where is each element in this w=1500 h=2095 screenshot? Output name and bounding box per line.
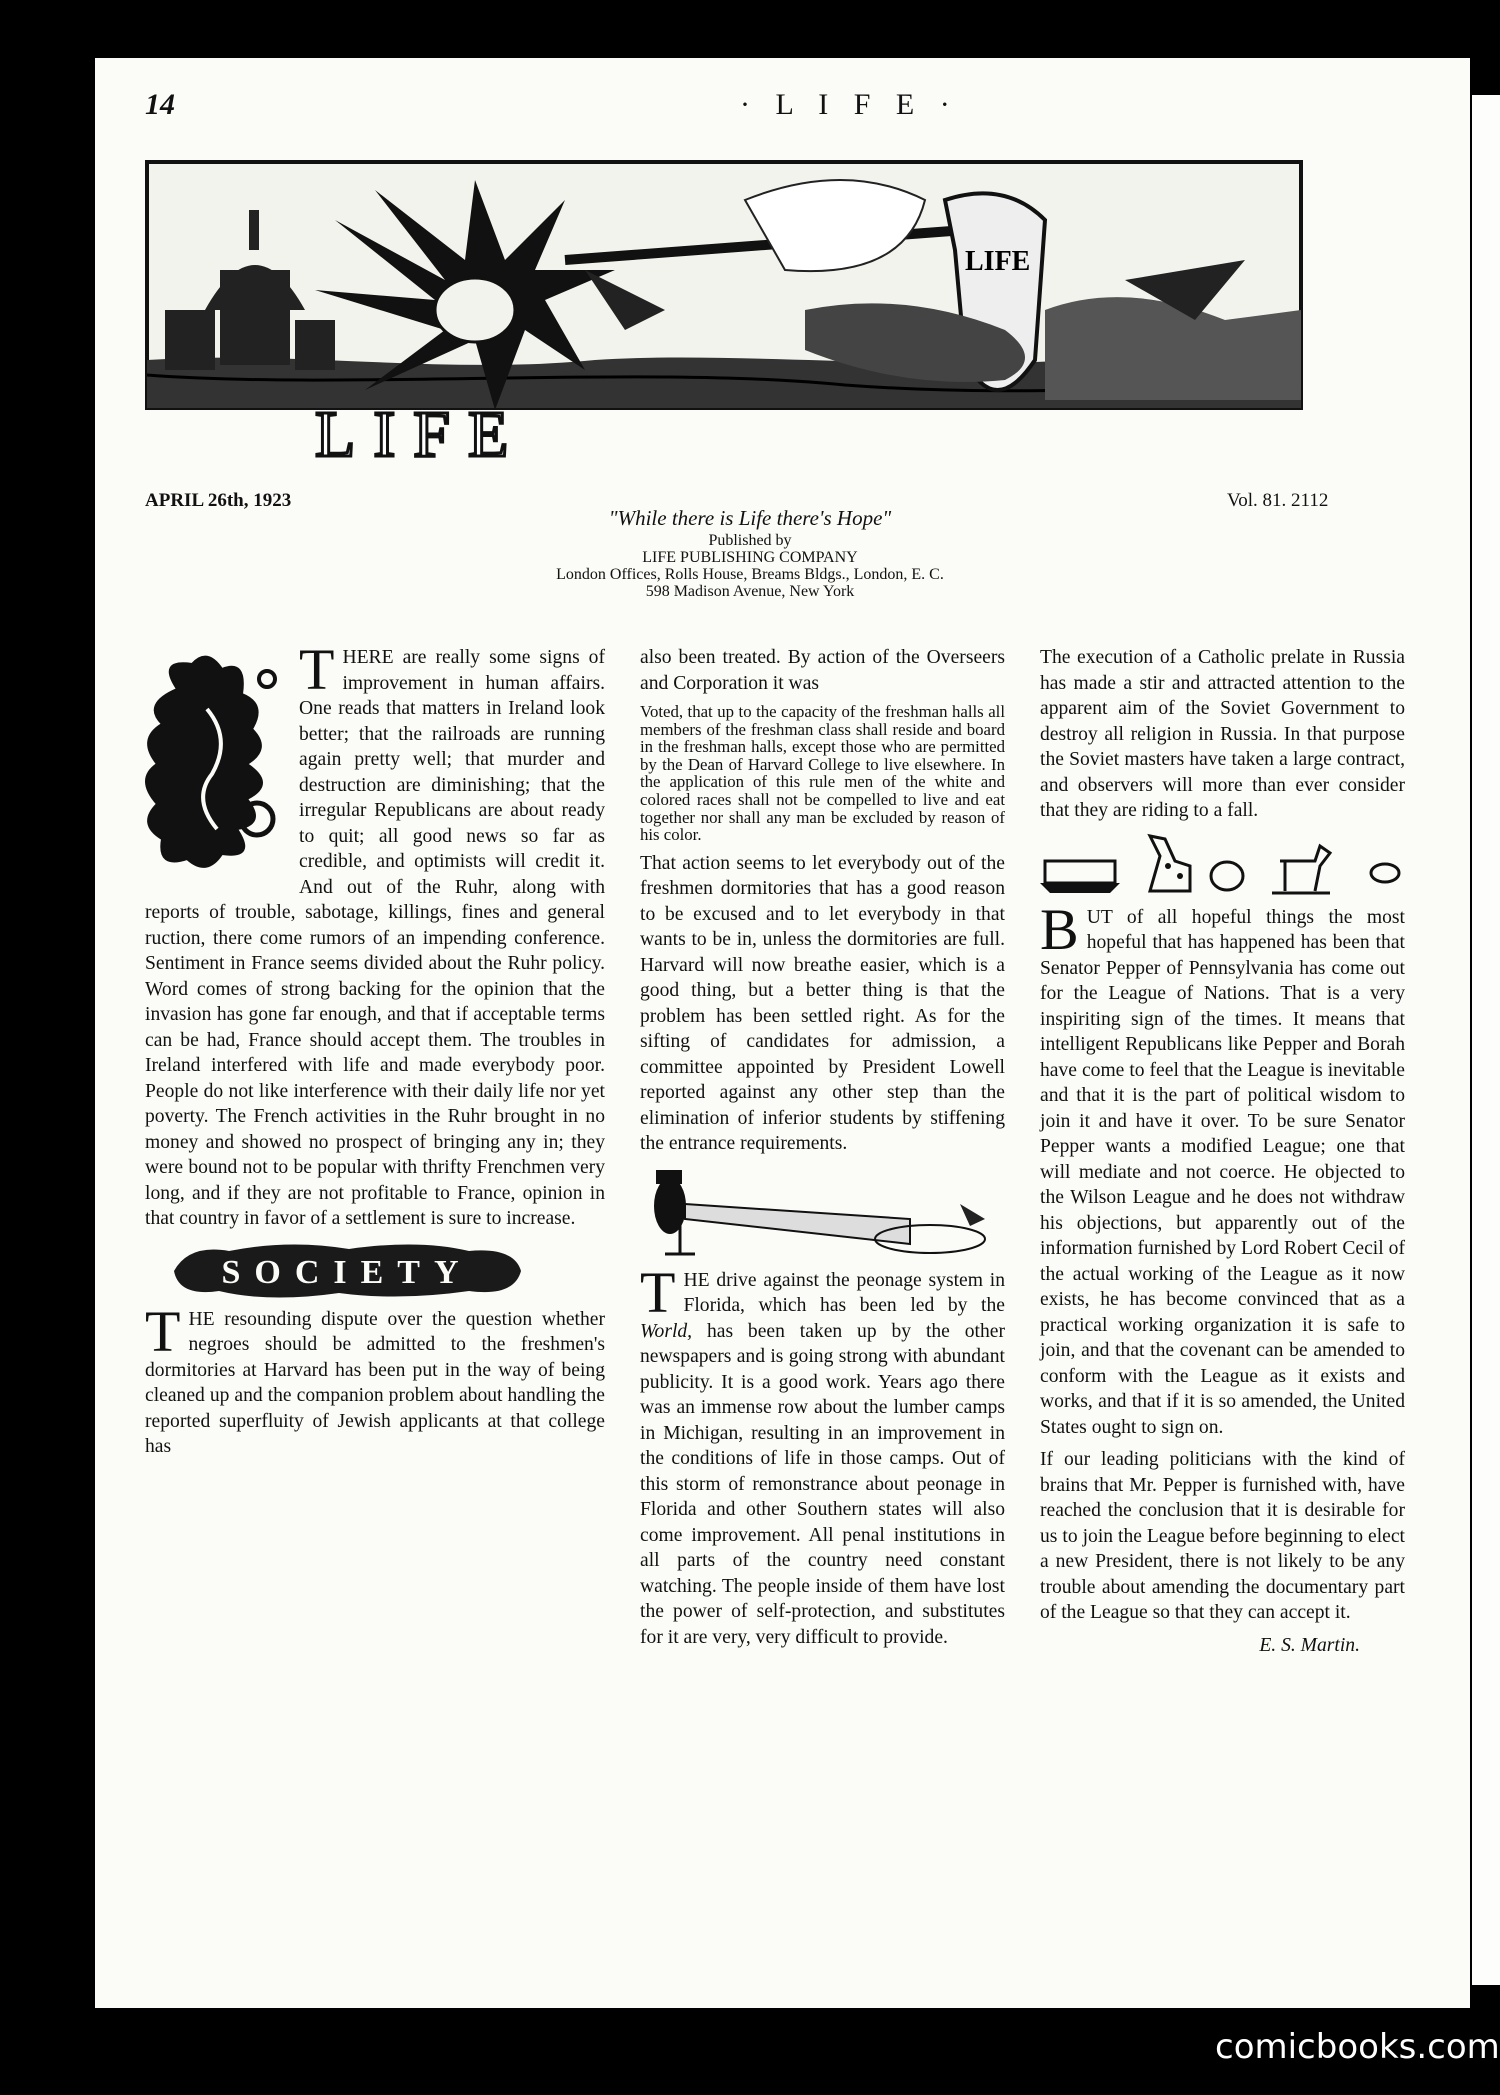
column-3 — [1040, 645, 1405, 1658]
telescope-illustration — [640, 1164, 1005, 1264]
article-paragraph: THERE are really some signs of improvement in human affairs. One reads that matters in Ireland look better; that the railroads are running again pretty well; that murder and destruction are diminishing; that the irregular Republicans are about ready to quit; all good news so far as credible, and optimists will credit it. And out of the Ruhr, along with reports of trouble, sabotage, killings, fines and general ruction, there come rumors of an impending conference. Sentiment in France seems divided about the Ruhr policy. Word comes of strong backing for the opinion that the invasion has gone far enough, and that if acceptable terms can be had, France should accept them. The troubles in Ireland interfered with life and made everybody poor. People do not like interference with their daily life nor yet poverty. The French activities in the Ruhr brought in no money and showed no prospect of bringing any in; they were bound not to be popular with thrifty Frenchmen very long, and if they are not profitable to France, opinion in that country in favor of a settlement is sure to increase. — [145, 637, 605, 1229]
volume-number: Vol. 81. 2112 — [1227, 490, 1329, 511]
article-paragraph: That action seems to let everybody out of the freshmen dormitories that has a good reason to be excused and to let everybody in that wants to be in, unless the dormitories are full. Harvard will now breathe easier, which is a good thing, but a better thing is that the problem has been settled right. As for the sifting of candidates for admission, a committee appointed by President Lowell reported against any other step than the elimination of inferior students by stiffening the entrance requirements. — [640, 852, 1005, 1155]
drop-cap: T — [145, 1298, 181, 1364]
column-2 — [640, 645, 1005, 1657]
issue-date: APRIL 26th, 1923 — [145, 490, 292, 511]
drop-cap: T — [299, 637, 335, 702]
masthead — [400, 506, 1100, 600]
publisher-name: LIFE PUBLISHING COMPANY — [642, 549, 858, 566]
article-paragraph: If our leading politicians with the kind of brains that Mr. Pepper is furnished with, have reached the conclusion that it is desirable for us to join the League before beginning to elect a new President, there is not likely to be any trouble about amending the documentary part of the League so that they can accept it. — [1040, 1449, 1405, 1623]
noahs-ark-animals-illustration — [1040, 831, 1405, 901]
new-york-address: 598 Madison Avenue, New York — [645, 583, 855, 600]
page-number: 14 — [145, 88, 175, 121]
next-page-edge — [1472, 95, 1500, 1985]
london-address: London Offices, Rolls House, Breams Bldgs., London, E. C. — [556, 566, 944, 583]
column-1 — [145, 637, 605, 1467]
drop-cap: B — [1040, 896, 1079, 962]
published-by: Published by — [708, 532, 792, 549]
article-paragraph: The execution of a Catholic prelate in Russia has made a stir and attracted attention to the apparent aim of the Soviet Government to destroy all religion in Russia. In that purpose the Soviet masters have taken a large contract, and observers will more than ever consider that they are riding to a fall. — [1040, 647, 1405, 821]
svg-text:LIFE: LIFE — [315, 398, 527, 460]
article-paragraph: BUT of all hopeful things the most hopeful that has happened has been that Senator Pepper of Pennsylvania has come out for the League of Nations. That is a very inspiriting sign of the times. It means that intelligent Republicans like Pepper and Borah have come to feel that the League is inevitable and that it is the part of political wisdom to join it and have it over. To be sure Senator Pepper wants a modified League; one that will mediate and not coerce. He objected to the Wilson League and he does not withdraw his objections, but apparently out of the information furnished by Lord Robert Cecil of the actual working of the League as it now exists, he has become convinced that as a practical working organization it is safe to join, and that the covenant can be amended to conform with the League as it exists and works, and that if it is so amended, the United States ought to sign on. — [1040, 896, 1405, 1438]
svg-text:SOCIETY: SOCIETY — [221, 1253, 473, 1291]
drop-cap: T — [640, 1259, 676, 1325]
article-paragraph: also been treated. By action of the Overseers and Corporation it was — [640, 647, 1005, 694]
article-paragraph: THE resounding dispute over the question whether negroes should be admitted to the freshmen's dormitories at Harvard has been put in the way of being cleaned up and the companion problem about handling the reported superfluity of Jewish applicants at that college has — [145, 1298, 605, 1457]
newspaper-name: World, — [640, 1320, 693, 1342]
running-title: · L I F E · — [740, 88, 959, 121]
source-watermark: comicbooks.com — [1215, 2027, 1500, 2067]
banner-illustration — [145, 160, 1303, 460]
author-signature: E. S. Martin. — [1259, 1634, 1360, 1656]
society-heading — [169, 1239, 524, 1303]
svg-text:LIFE: LIFE — [965, 246, 1031, 277]
motto: "While there is Life there's Hope" — [608, 506, 892, 530]
ornate-dropcap-t — [137, 649, 287, 877]
article-paragraph: THE drive against the peonage system in Florida, which has been led by the World, has been taken up by the other newspapers and is going strong with abundant publicity. It is a good work. Years ago there was an immense row about the lumber camps in Michigan, resulting in an improvement in the conditions of life in those camps. Out of this storm of remonstrance about peonage in Florida and other Southern states will also come improvement. All penal institutions in all parts of the country need constant watching. The people inside of them have lost the power of self-protection, and substitutes for it are very, very difficult to provide. — [640, 1259, 1005, 1648]
quoted-resolution: Voted, that up to the capacity of the freshman halls all members of the freshman class shall reside and board in the freshman halls, except those who are permitted by the Dean of Harvard College to live elsewhere. In the application of this rule men of the white and colored races shall not be compelled to live and eat together nor shall any man be excluded by reason of his color. — [640, 702, 1005, 845]
